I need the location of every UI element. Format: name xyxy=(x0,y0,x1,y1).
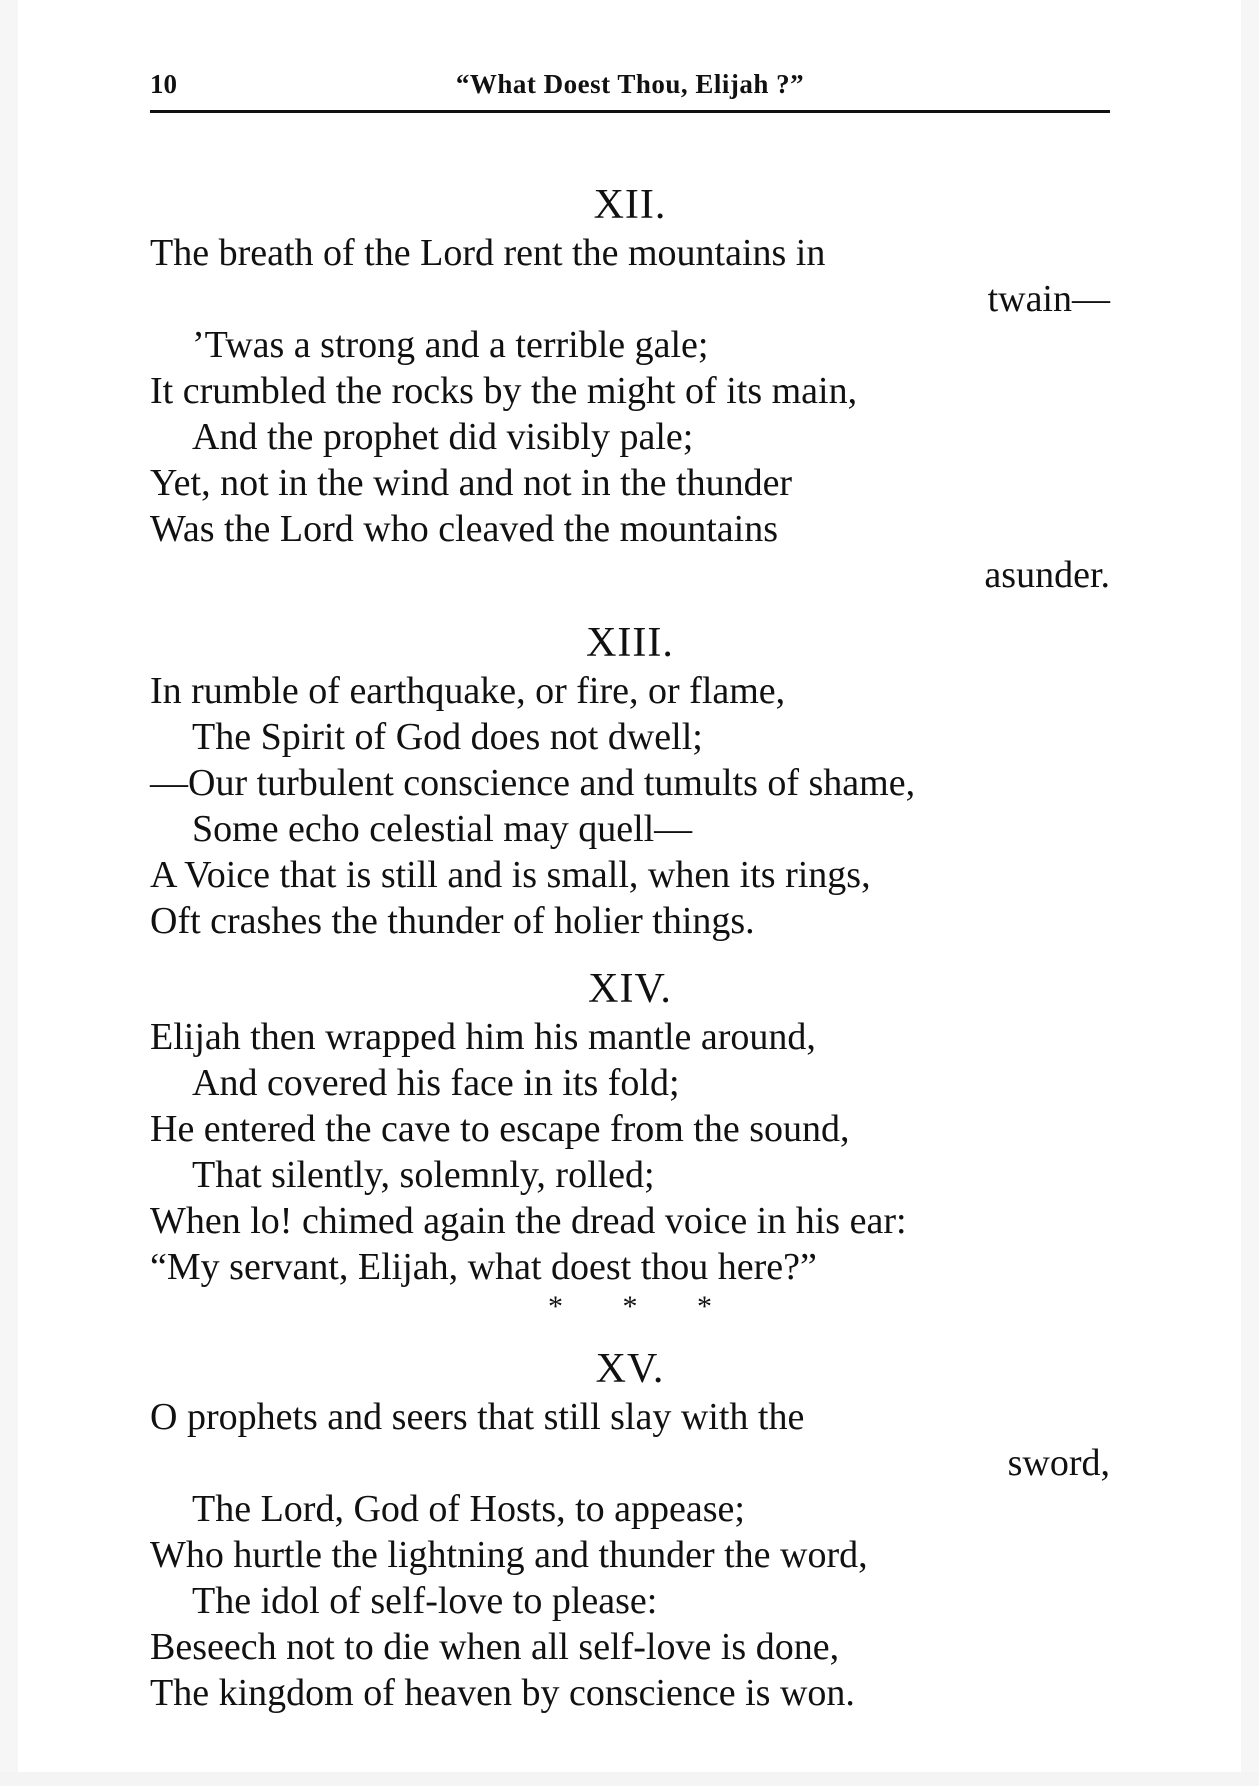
verse-line-runover: twain— xyxy=(987,278,1110,320)
verse-line: When lo! chimed again the dread voice in his ear: xyxy=(150,1200,907,1242)
poem-body xyxy=(150,180,1110,1716)
verse-line: The idol of self-love to please: xyxy=(192,1580,658,1622)
verse-line: And the prophet did visibly pale; xyxy=(192,416,694,458)
section-separator: * * * xyxy=(548,1290,738,1323)
verse-line: The Spirit of God does not dwell; xyxy=(192,716,703,758)
verse-line: The kingdom of heaven by conscience is won. xyxy=(150,1672,855,1714)
stanza-number: XII. xyxy=(593,182,667,228)
verse-line: The breath of the Lord rent the mountains in xyxy=(150,232,826,274)
page-number: 10 xyxy=(150,69,177,99)
stanza-12 xyxy=(150,180,1110,598)
stanza-gap xyxy=(150,944,1110,964)
running-title: “What Doest Thou, Elijah ?” xyxy=(455,69,805,99)
stanza-number: XIII. xyxy=(586,620,674,666)
verse-line: Yet, not in the wind and not in the thunder xyxy=(150,462,793,504)
verse-line: In rumble of earthquake, or fire, or flame, xyxy=(150,670,786,712)
verse-line: Some echo celestial may quell— xyxy=(192,808,693,850)
stanza-15 xyxy=(150,1344,1110,1716)
verse-line: The Lord, God of Hosts, to appease; xyxy=(192,1488,745,1530)
page-right-edge xyxy=(1241,0,1259,1786)
verse-line-runover: asunder. xyxy=(984,554,1110,596)
verse-line: Was the Lord who cleaved the mountains xyxy=(150,508,778,550)
page-header xyxy=(150,66,1110,113)
stanza-14 xyxy=(150,964,1110,1324)
verse-line: It crumbled the rocks by the might of its main, xyxy=(150,370,858,412)
verse-line: —Our turbulent conscience and tumults of shame, xyxy=(150,762,916,804)
verse-line: That silently, solemnly, rolled; xyxy=(192,1154,655,1196)
verse-line: Elijah then wrapped him his mantle around, xyxy=(150,1016,816,1058)
verse-line: ’Twas a strong and a terrible gale; xyxy=(192,324,709,366)
stanza-gap xyxy=(150,598,1110,618)
stanza-number: XIV. xyxy=(588,966,672,1012)
stanza-gap xyxy=(150,1324,1110,1344)
page-bottom-edge xyxy=(0,1772,1259,1786)
verse-line: Beseech not to die when all self-love is done, xyxy=(150,1626,840,1668)
verse-line: Oft crashes the thunder of holier things. xyxy=(150,900,755,942)
verse-line: A Voice that is still and is small, when its rings, xyxy=(150,854,871,896)
verse-line: He entered the cave to escape from the sound, xyxy=(150,1108,850,1150)
verse-line: Who hurtle the lightning and thunder the word, xyxy=(150,1534,868,1576)
stanza-number: XV. xyxy=(595,1346,665,1392)
page-left-edge xyxy=(0,0,18,1786)
verse-line: And covered his face in its fold; xyxy=(192,1062,680,1104)
verse-line: “My servant, Elijah, what doest thou here?” xyxy=(150,1246,817,1288)
verse-line: O prophets and seers that still slay with the xyxy=(150,1396,805,1438)
verse-line-runover: sword, xyxy=(1007,1442,1110,1484)
stanza-13 xyxy=(150,618,1110,944)
